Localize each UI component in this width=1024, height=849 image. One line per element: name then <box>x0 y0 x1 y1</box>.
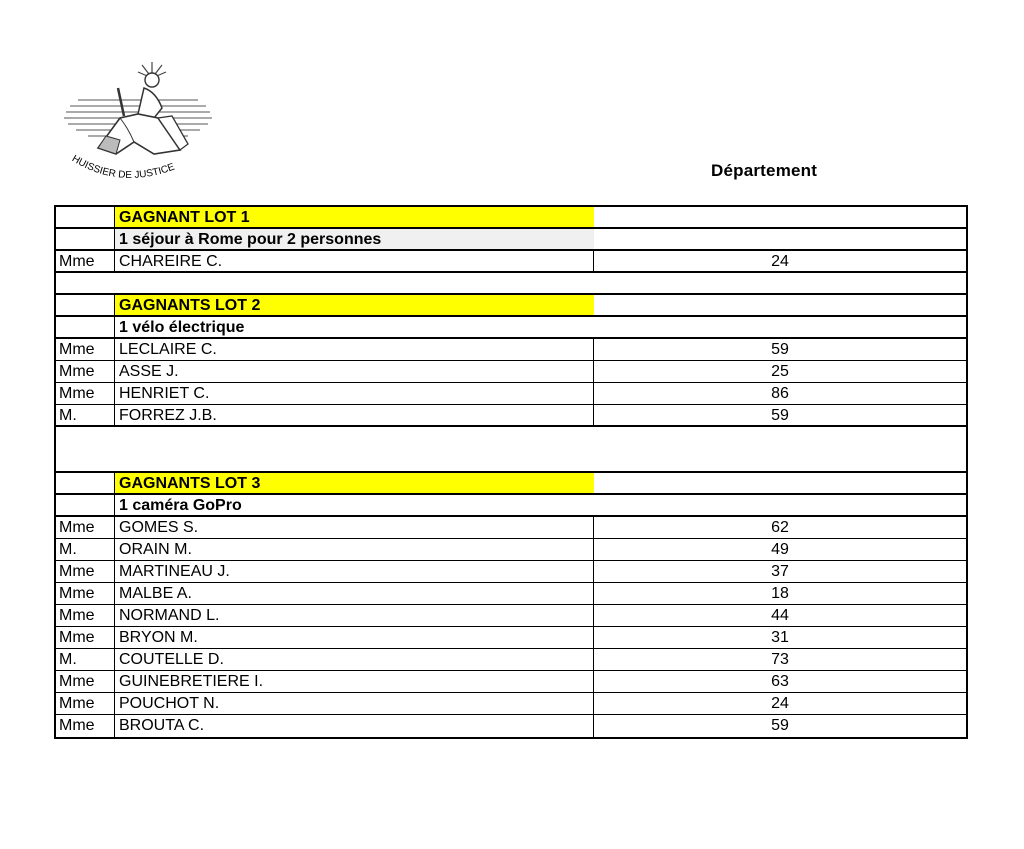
name-cell: NORMAND L. <box>115 605 594 626</box>
department-cell: 37 <box>771 563 789 580</box>
empty-cell <box>594 295 966 315</box>
lot-prize-row <box>56 495 966 517</box>
lot-title-row <box>56 473 966 495</box>
lot-title: GAGNANTS LOT 2 <box>115 295 594 315</box>
civility-cell: Mme <box>56 251 115 271</box>
table-row <box>56 605 966 627</box>
empty-cell <box>594 229 966 249</box>
department-cell: 25 <box>771 363 789 380</box>
lot-title-row <box>56 207 966 229</box>
spacer-row <box>56 273 966 295</box>
table-row <box>56 405 966 427</box>
huissier-logo <box>58 58 218 188</box>
name-cell: ORAIN M. <box>115 539 594 560</box>
table-row <box>56 649 966 671</box>
table-row <box>56 339 966 361</box>
lot-title: GAGNANT LOT 1 <box>115 207 594 227</box>
table-row <box>56 539 966 561</box>
civility-cell: Mme <box>56 715 115 737</box>
civility-cell: M. <box>56 649 115 670</box>
name-cell: MALBE A. <box>115 583 594 604</box>
civility-cell: Mme <box>56 693 115 714</box>
civility-cell: Mme <box>56 517 115 538</box>
table-row <box>56 583 966 605</box>
lot-prize: 1 vélo électrique <box>119 319 245 336</box>
department-cell: 59 <box>771 717 789 734</box>
name-cell: BRYON M. <box>115 627 594 648</box>
lot-prize: 1 caméra GoPro <box>119 497 242 514</box>
department-cell: 73 <box>771 651 789 668</box>
empty-cell <box>56 295 115 315</box>
name-cell: ASSE J. <box>115 361 594 382</box>
civility-cell: M. <box>56 405 115 425</box>
name-cell: POUCHOT N. <box>115 693 594 714</box>
civility-cell: Mme <box>56 561 115 582</box>
lot-prize-row <box>56 229 966 251</box>
name-cell: BROUTA C. <box>115 715 594 737</box>
name-cell: MARTINEAU J. <box>115 561 594 582</box>
department-cell: 18 <box>771 585 789 602</box>
name-cell: FORREZ J.B. <box>115 405 594 425</box>
table-row <box>56 383 966 405</box>
name-cell: LECLAIRE C. <box>115 339 594 360</box>
department-cell: 24 <box>771 695 789 712</box>
department-cell: 62 <box>771 519 789 536</box>
department-cell: 49 <box>771 541 789 558</box>
empty-cell <box>56 473 115 493</box>
empty-cell <box>594 495 966 515</box>
civility-cell: Mme <box>56 339 115 360</box>
table-row <box>56 627 966 649</box>
table-row <box>56 517 966 539</box>
department-cell: 31 <box>771 629 789 646</box>
table-row <box>56 671 966 693</box>
logo-text: HUISSIER DE JUSTICE <box>69 153 177 182</box>
table-row <box>56 693 966 715</box>
empty-cell <box>56 495 115 515</box>
spacer-cell <box>56 427 966 471</box>
lot-title: GAGNANTS LOT 3 <box>115 473 594 493</box>
department-cell: 59 <box>771 407 789 424</box>
civility-cell: Mme <box>56 383 115 404</box>
table-row <box>56 715 966 737</box>
department-cell: 86 <box>771 385 789 402</box>
name-cell: GUINEBRETIERE I. <box>115 671 594 692</box>
department-cell: 59 <box>771 341 789 358</box>
civility-cell: Mme <box>56 583 115 604</box>
lot-prize: 1 séjour à Rome pour 2 personnes <box>115 229 594 249</box>
civility-cell: Mme <box>56 671 115 692</box>
name-cell: HENRIET C. <box>115 383 594 404</box>
empty-cell <box>56 317 115 337</box>
department-cell: 24 <box>771 253 789 270</box>
civility-cell: M. <box>56 539 115 560</box>
name-cell: COUTELLE D. <box>115 649 594 670</box>
department-column-header: Département <box>711 161 818 180</box>
empty-cell <box>594 317 966 337</box>
civility-cell: Mme <box>56 627 115 648</box>
civility-cell: Mme <box>56 605 115 626</box>
name-cell: CHAREIRE C. <box>115 251 594 271</box>
winners-table <box>54 205 968 739</box>
lot-prize-row <box>56 317 966 339</box>
department-cell: 44 <box>771 607 789 624</box>
empty-cell <box>56 229 115 249</box>
civility-cell: Mme <box>56 361 115 382</box>
spacer-row <box>56 427 966 473</box>
empty-cell <box>56 207 115 227</box>
spacer-cell <box>56 273 966 293</box>
name-cell: GOMES S. <box>115 517 594 538</box>
table-row <box>56 251 966 273</box>
table-row <box>56 361 966 383</box>
lot-title-row <box>56 295 966 317</box>
empty-cell <box>594 473 966 493</box>
department-cell: 63 <box>771 673 789 690</box>
justice-goddess-logo-icon <box>58 58 218 188</box>
table-row <box>56 561 966 583</box>
empty-cell <box>594 207 966 227</box>
